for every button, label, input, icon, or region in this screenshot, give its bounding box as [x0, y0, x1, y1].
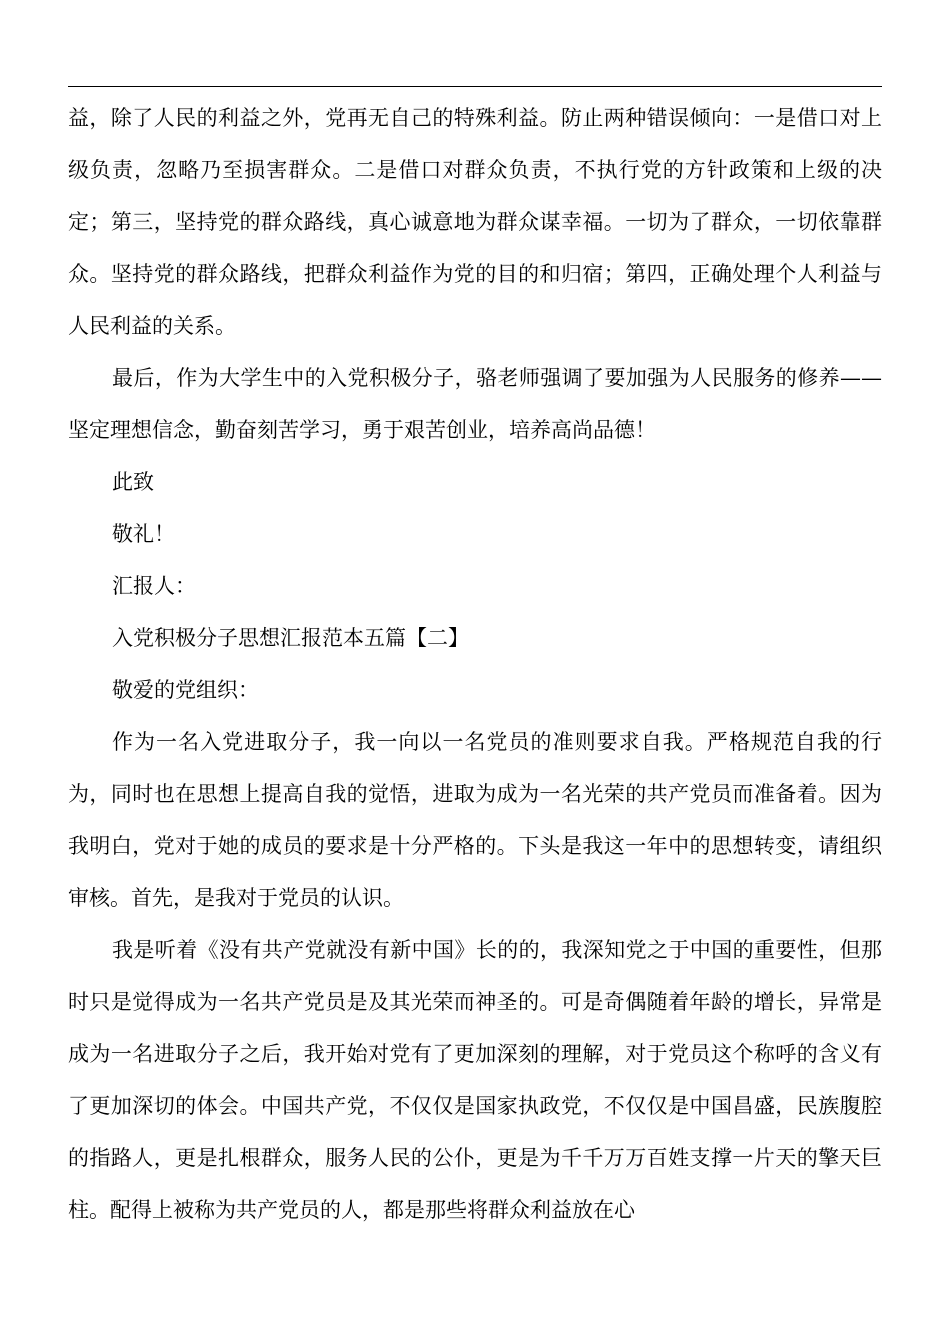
document-body	[68, 92, 882, 1236]
closing-salutation: 此致	[112, 470, 154, 494]
paragraph-conclusion: 最后，作为大学生中的入党积极分子，骆老师强调了要加强为人民服务的修养——坚定理想信念，勤奋刻苦学习，勇于艰苦创业，培养高尚品德！	[68, 366, 882, 442]
paragraph-intro: 作为一名入党进取分子，我一向以一名党员的准则要求自我。严格规范自我的行为，同时也在思想上提高自我的觉悟，进取为成为一名光荣的共产党员而准备着。因为我明白，党对于她的成员的要求是十分严格的。下头是我这一年中的思想转变，请组织审核。首先，是我对于党员的认识。	[68, 730, 882, 910]
greeting: 敬爱的党组织：	[112, 678, 259, 702]
paragraph-continuation: 益，除了人民的利益之外，党再无自己的特殊利益。防止两种错误倾向：一是借口对上级负责，忽略乃至损害群众。二是借口对群众负责，不执行党的方针政策和上级的决定；第三，坚持党的群众路线，真心诚意地为群众谋幸福。一切为了群众，一切依靠群众。坚持党的群众路线，把群众利益作为党的目的和归宿；第四，正确处理个人利益与人民利益的关系。	[68, 106, 882, 338]
header-rule	[68, 86, 882, 87]
closing-regards: 敬礼！	[112, 522, 175, 546]
reporter-label: 汇报人：	[112, 574, 196, 598]
section-title: 入党积极分子思想汇报范本五篇【二】	[112, 626, 469, 650]
paragraph-reflection: 我是听着《没有共产党就没有新中国》长的的，我深知党之于中国的重要性，但那时只是觉得成为一名共产党员是及其光荣而神圣的。可是奇偶随着年龄的增长，异常是成为一名进取分子之后，我开始对党有了更加深刻的理解，对于党员这个称呼的含义有了更加深切的体会。中国共产党，不仅仅是国家执政党，不仅仅是中国昌盛，民族腹腔的指路人，更是扎根群众，服务人民的公仆，更是为千千万万百姓支撑一片天的擎天巨柱。配得上被称为共产党员的人，都是那些将群众利益放在心	[68, 938, 882, 1222]
